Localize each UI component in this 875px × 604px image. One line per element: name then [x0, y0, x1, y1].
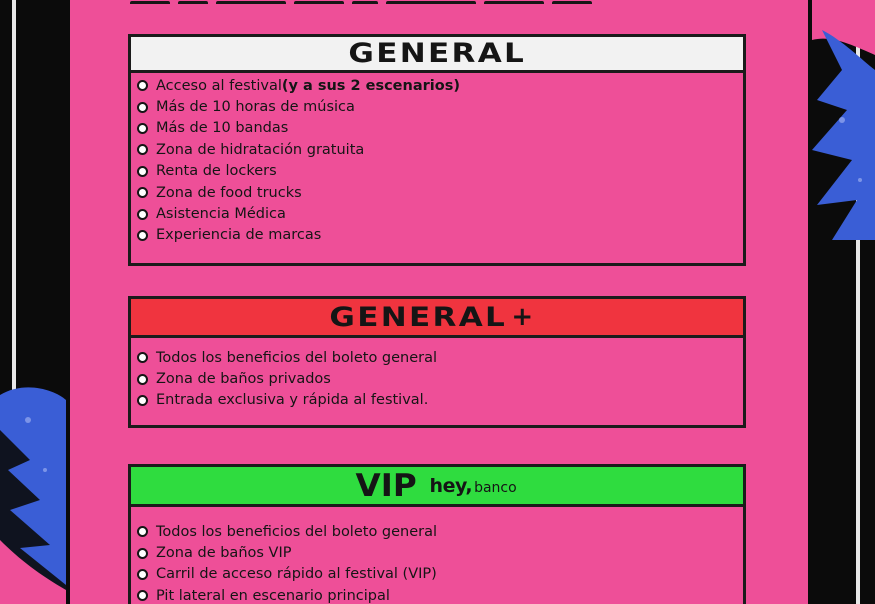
tier-vip	[128, 464, 746, 604]
benefit-item: Todos los beneficios del boleto general	[137, 521, 743, 542]
benefit-item: Acceso al festival (y a sus 2 escenarios)	[137, 75, 743, 96]
bullet-icon	[137, 209, 148, 220]
bullet-icon	[137, 166, 148, 177]
tickets-card	[66, 0, 812, 604]
bullet-icon	[137, 395, 148, 406]
bullet-icon	[137, 526, 148, 537]
benefit-item: Más de 10 horas de música	[137, 96, 743, 117]
tier-general-header	[131, 37, 743, 73]
tier-general-plus-title: GENERAL	[329, 301, 507, 333]
bullet-icon	[137, 123, 148, 134]
tier-general-plus-benefits	[131, 338, 743, 411]
left-decorative-art	[0, 0, 66, 604]
tier-general-title: GENERAL	[348, 38, 526, 69]
tier-general-benefits	[131, 73, 743, 246]
benefit-item: Carril de acceso rápido al festival (VIP)	[137, 564, 743, 585]
plus-sign: +	[511, 302, 534, 332]
bullet-icon	[137, 590, 148, 601]
benefit-item: Renta de lockers	[137, 161, 743, 182]
cut-off-heading	[130, 0, 740, 4]
sponsor-brand: hey,	[429, 474, 473, 497]
bullet-icon	[137, 230, 148, 241]
benefit-item: Zona de food trucks	[137, 182, 743, 203]
benefit-item: Zona de hidratación gratuita	[137, 139, 743, 160]
tier-general	[128, 34, 746, 266]
bullet-icon	[137, 80, 148, 91]
benefit-item: Pit lateral en escenario principal	[137, 585, 743, 604]
benefit-item: Experiencia de marcas	[137, 225, 743, 246]
benefit-item: Zona de baños privados	[137, 368, 743, 389]
tier-vip-header	[131, 467, 743, 507]
bullet-icon	[137, 144, 148, 155]
sponsor-logo	[430, 475, 517, 497]
bullet-icon	[137, 352, 148, 363]
tier-vip-title: VIP	[355, 467, 418, 504]
bullet-icon	[137, 569, 148, 580]
tier-general-plus	[128, 296, 746, 428]
benefit-item: Todos los beneficios del boleto general	[137, 347, 743, 368]
right-decorative-art	[812, 0, 875, 604]
tier-general-plus-header	[131, 299, 743, 338]
sponsor-sub: banco	[474, 479, 517, 496]
bullet-icon	[137, 548, 148, 559]
benefit-item: Zona de baños VIP	[137, 542, 743, 563]
benefit-item: Más de 10 bandas	[137, 118, 743, 139]
bullet-icon	[137, 187, 148, 198]
benefit-item: Entrada exclusiva y rápida al festival.	[137, 390, 743, 411]
benefit-item: Asistencia Médica	[137, 203, 743, 224]
bullet-icon	[137, 102, 148, 113]
bullet-icon	[137, 374, 148, 385]
tier-vip-benefits	[131, 507, 743, 604]
